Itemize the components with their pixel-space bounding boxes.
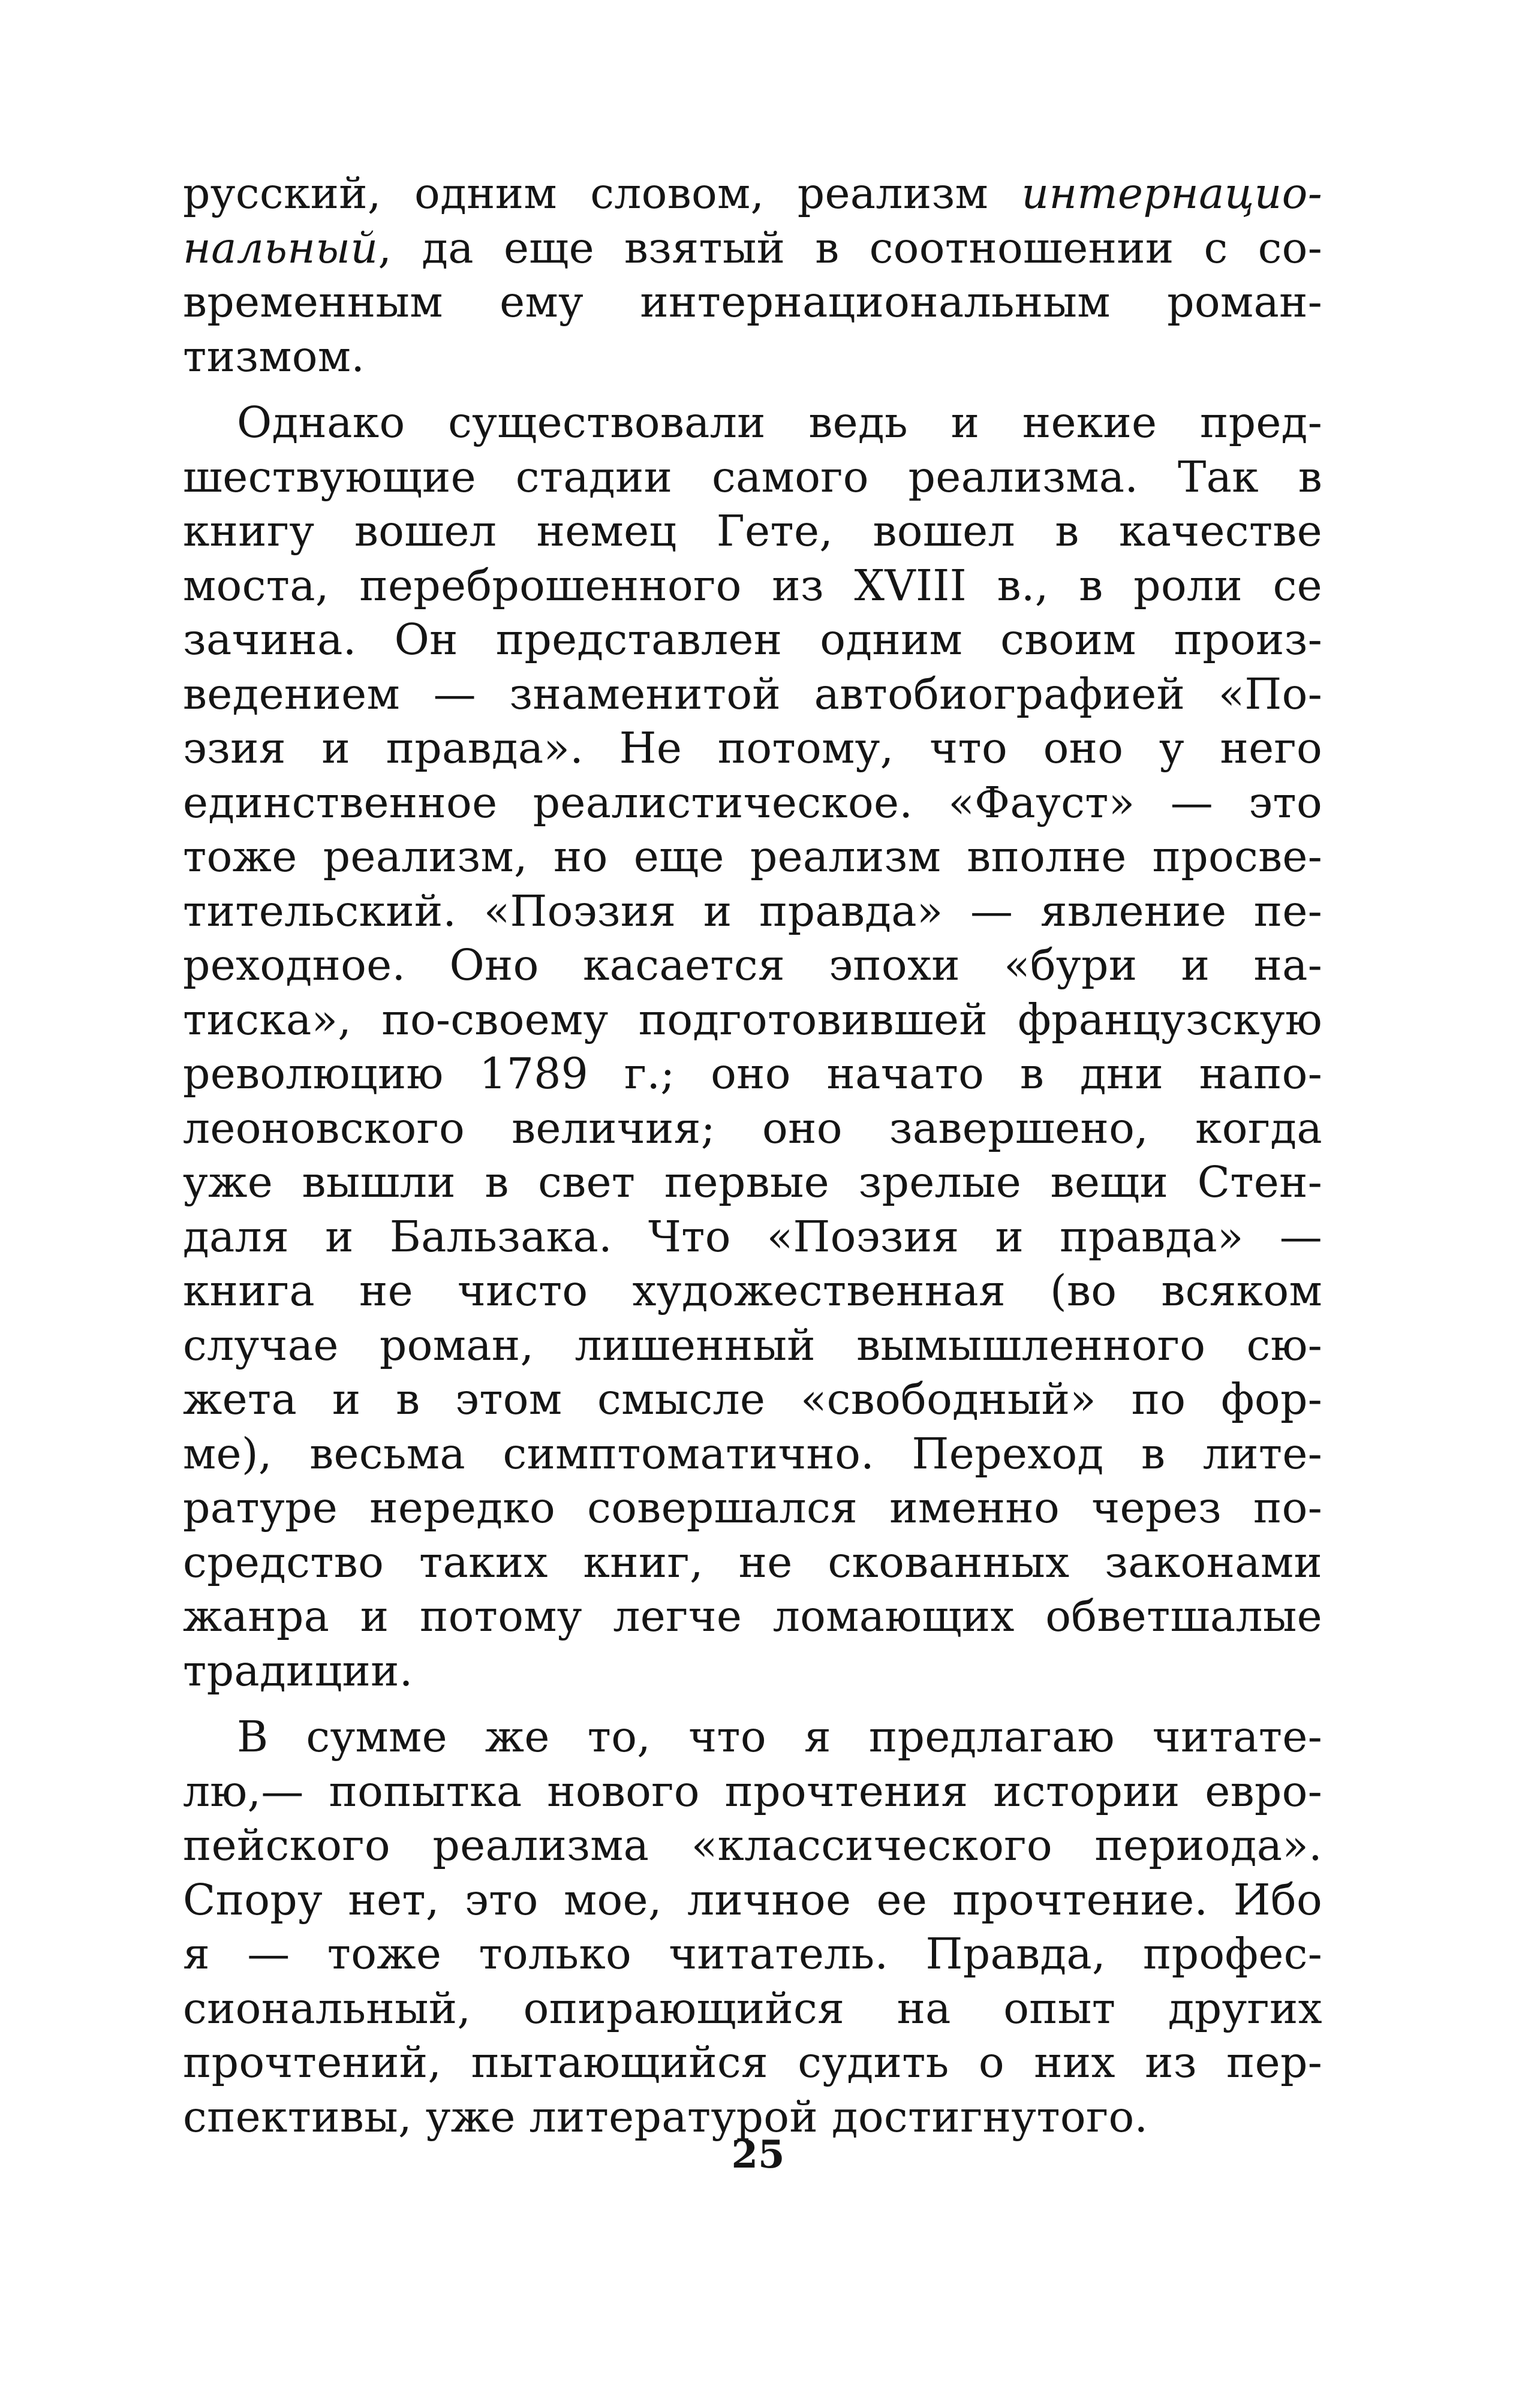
text-line: зачина. Он представлен одним своим произ-: [183, 615, 1322, 664]
text-line: моста, переброшенного из XVIII в., в роли се: [183, 560, 1322, 610]
text-line: спективы, уже литературой достигнутого.: [183, 2091, 1148, 2142]
text-line: Однако существовали ведь и некие пред-: [237, 398, 1322, 447]
text-line: сиональный, опирающийся на опыт других: [183, 1983, 1322, 2033]
text-line: жанра и потому легче ломающих обветшалые: [183, 1591, 1322, 1641]
text-line: жета и в этом смысле «свободный» по фор-: [183, 1374, 1322, 1424]
text-line: средство таких книг, не скованных законами: [183, 1537, 1322, 1587]
text-line: лю,— попытка нового прочтения истории евро-: [183, 1766, 1322, 1816]
text-line: В сумме же то, что я предлагаю читате-: [237, 1712, 1322, 1762]
text-line: случае роман, лишенный вымышленного сю-: [183, 1320, 1322, 1370]
text-line: книгу вошел немец Гете, вошел в качестве: [183, 506, 1322, 556]
text-line: реходное. Оно касается эпохи «бури и на-: [183, 940, 1322, 990]
text-line: пейского реализма «классического периода».: [183, 1820, 1322, 1870]
page-text: [183, 167, 1322, 2144]
text-line: тоже реализм, но еще реализм вполне просве-: [183, 832, 1322, 881]
text-line: книга не чисто художественная (во всяком: [183, 1266, 1322, 1316]
text-line: тизмом.: [183, 331, 365, 381]
text-line: тиска», по-своему подготовившей французскую: [183, 994, 1322, 1045]
text-line: традиции.: [183, 1645, 413, 1696]
text-line: Спору нет, это мое, личное ее прочтение. Ибо: [183, 1874, 1322, 1925]
text-line: [183, 221, 1322, 276]
paragraph-2: [183, 396, 1322, 1698]
text-line: даля и Бальзака. Что «Поэзия и правда» —: [183, 1211, 1322, 1262]
paragraph-gap: [183, 1698, 1322, 1710]
paragraph-3: [183, 1710, 1322, 2144]
text-line: ме), весьма симптоматично. Переход в лите-: [183, 1428, 1322, 1479]
text-line: революцию 1789 г.; оно начато в дни напо-: [183, 1049, 1322, 1098]
text-line: ведением — знаменитой автобиографией «По-: [183, 669, 1322, 719]
paragraph-1: [183, 167, 1322, 384]
page-number: 25: [731, 2132, 785, 2177]
text-line-italic: нальный: [183, 222, 378, 273]
paragraph-gap: [183, 384, 1322, 396]
text-line: единственное реалистическое. «Фауст» — это: [183, 777, 1322, 827]
text-line-italic: интернацио-: [1021, 168, 1322, 218]
text-line: ратуре нередко совершался именно через по-: [183, 1483, 1322, 1533]
text-line: тительский. «Поэзия и правда» — явление пе-: [183, 886, 1322, 936]
text-line: уже вышли в свет первые зрелые вещи Стен-: [183, 1157, 1322, 1207]
text-line-roman: , да еще взятый в соотношении с со-: [378, 222, 1322, 273]
text-line: прочтений, пытающийся судить о них из пер-: [183, 2037, 1322, 2087]
text-line: [183, 167, 1322, 221]
text-line: временным ему интернациональным роман-: [183, 277, 1322, 327]
text-line: леоновского величия; оно завершено, когда: [183, 1103, 1322, 1153]
text-line: шествующие стадии самого реализма. Так в: [183, 452, 1322, 502]
text-line: эзия и правда». Не потому, что оно у него: [183, 723, 1322, 773]
text-line: я — тоже только читатель. Правда, профес-: [183, 1929, 1322, 1979]
text-line-roman: русский, одним словом, реализм: [183, 168, 1022, 218]
